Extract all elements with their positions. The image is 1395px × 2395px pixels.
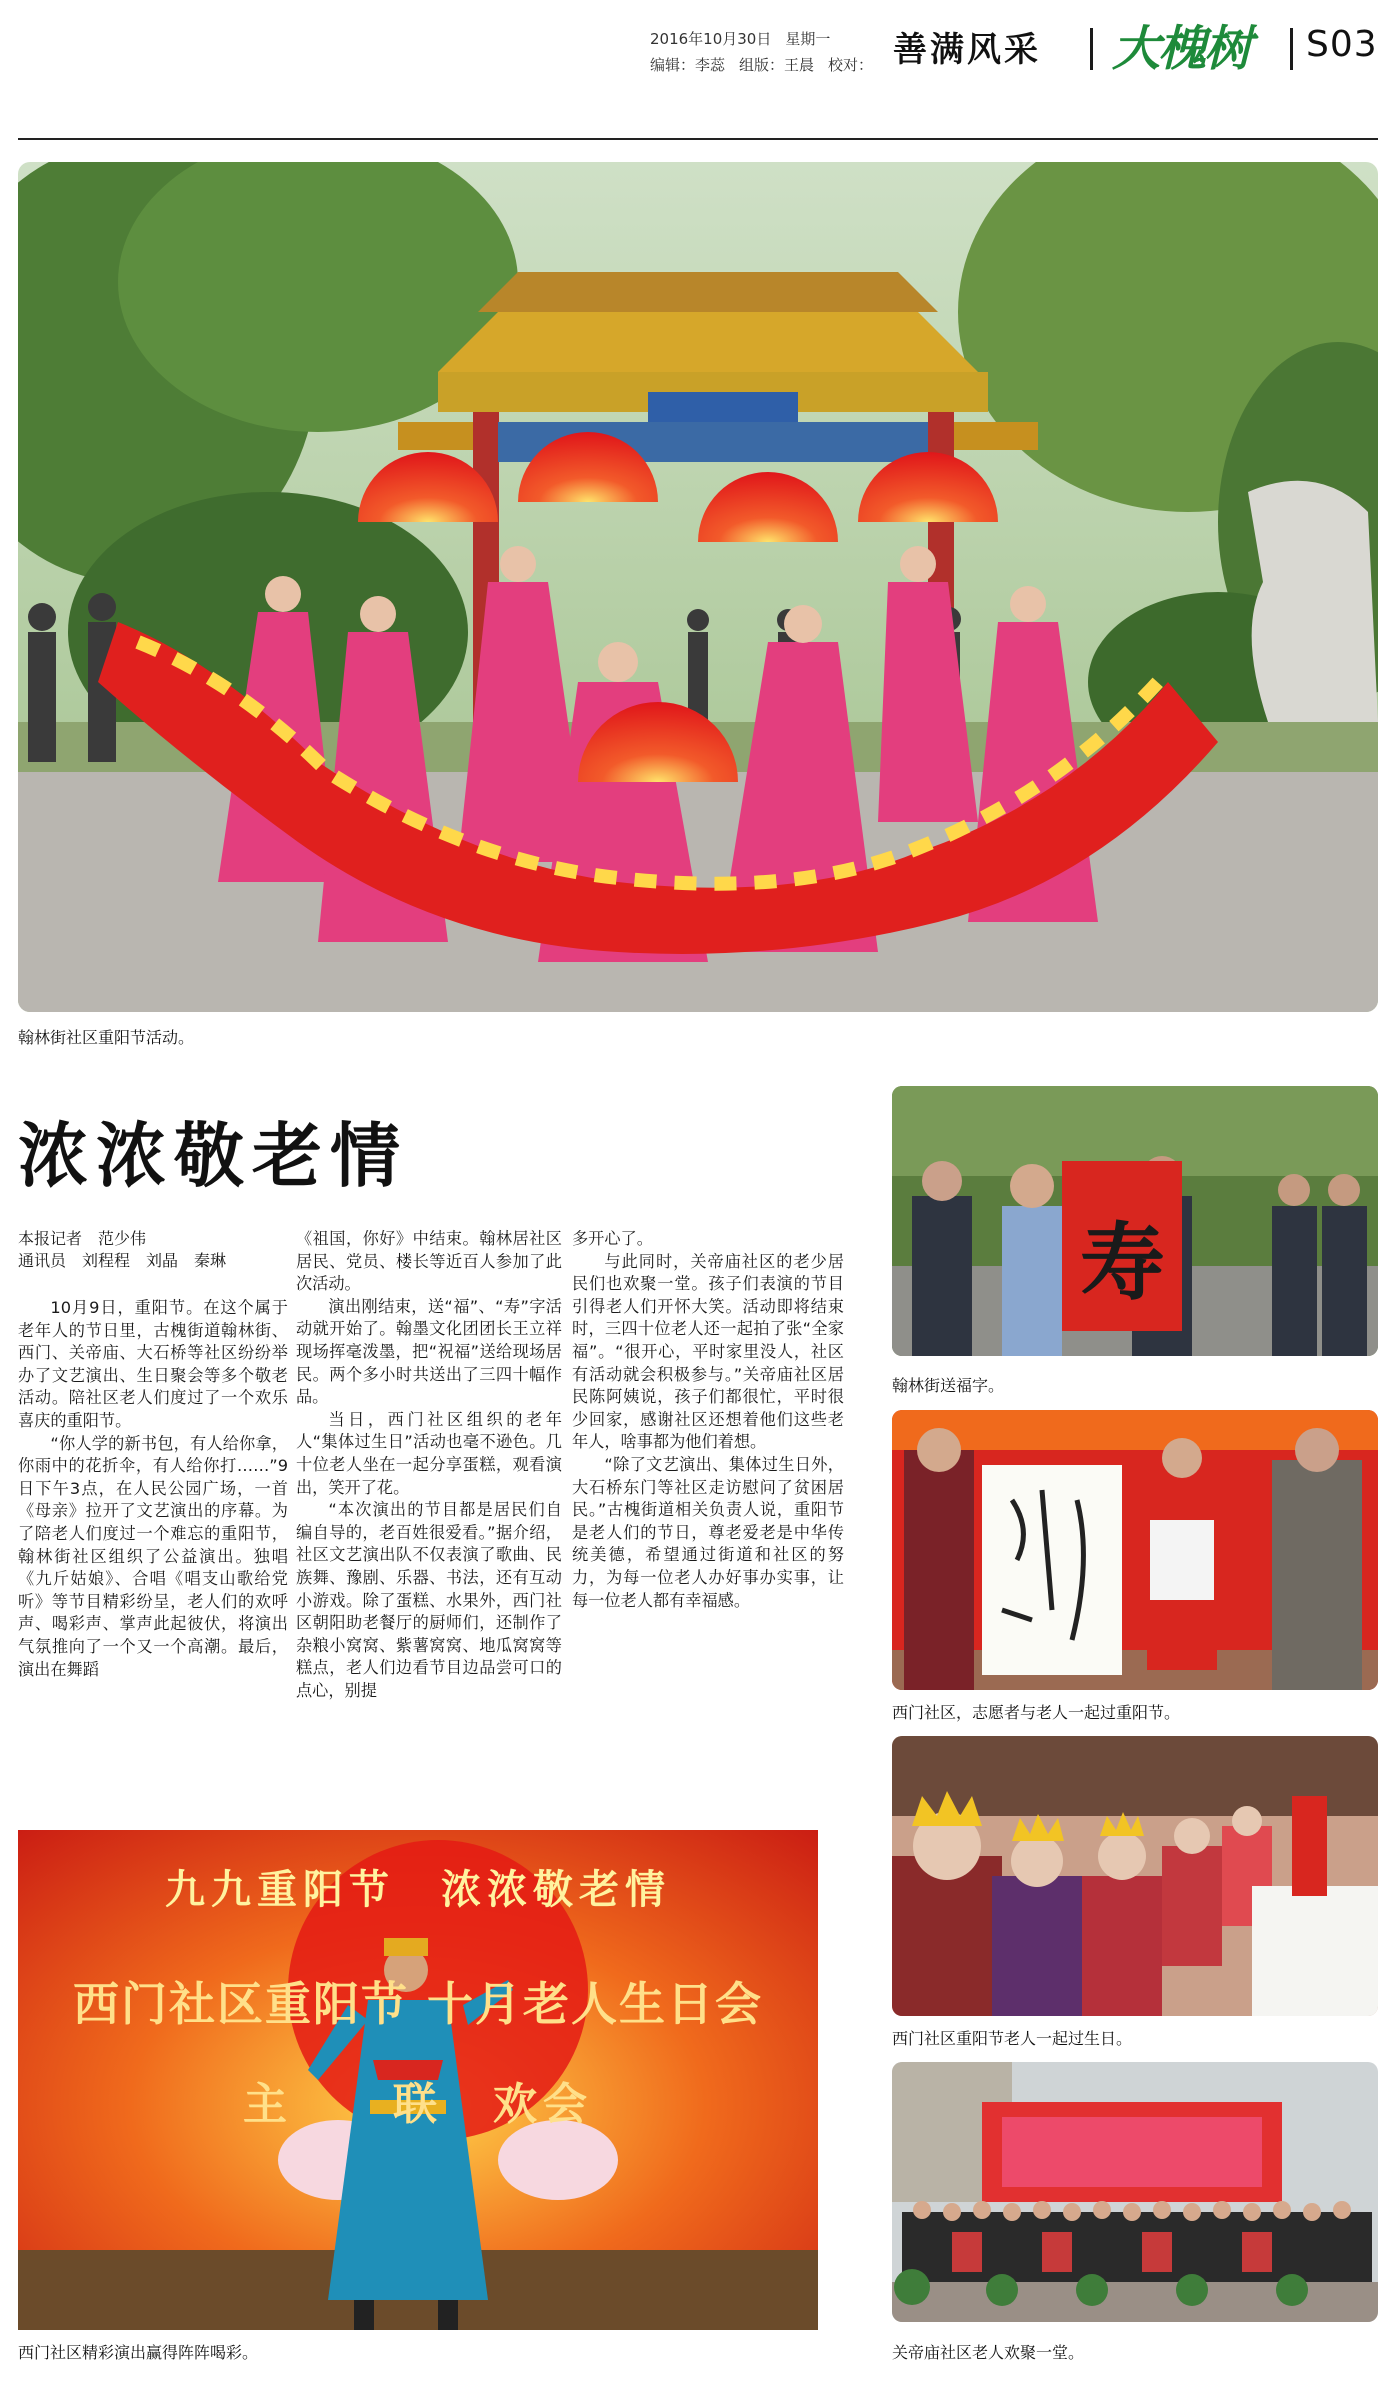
paragraph: 当日，西门社区组织的老年人“集体过生日”活动也毫不逊色。几十位老人坐在一起分享蛋糕，观看演出，笑开了花。 [296,1409,562,1497]
header-layout: 组版：王晨 [739,56,815,74]
stage-banner-line3: 主 联 欢会 [243,2079,593,2130]
main-photo [18,162,1378,1012]
headline: 浓浓敬老情 [18,1114,408,1197]
side-photo-2-caption: 西门社区，志愿者与老人一起过重阳节。 [892,1703,1181,1722]
side-photo-3-caption: 西门社区重阳节老人一起过生日。 [892,2029,1133,2048]
side-photo-2 [892,1410,1378,1690]
stage-photo [18,1830,818,2330]
paragraph: 《祖国，你好》中结束。翰林居社区居民、党员、楼长等近百人参加了此次活动。 [296,1229,562,1294]
paper-logo: 大槐树 [1112,21,1251,77]
header-dateline [650,26,873,52]
paragraph: 10月9日，重阳节。在这个属于老年人的节日里，古槐街道翰林街、西门、关帝庙、大石桥等社区纷纷举办了文艺演出、生日聚会等多个敬老活动。陪社区老人们度过了一个欢乐喜庆的重阳节。 [18,1298,288,1430]
paragraph: 演出刚结束，送“福”、“寿”字活动就开始了。翰墨文化团团长王立祥现场挥毫泼墨，把“祝福”送给现场居民。两个多小时共送出了三四十幅作品。 [296,1296,562,1407]
stage-photo-caption: 西门社区精彩演出赢得阵阵喝彩。 [18,2343,259,2362]
side-photo-1-caption: 翰林街送福字。 [892,1376,1005,1395]
page-number: S03 [1306,24,1378,65]
paragraph: “除了文艺演出、集体过生日外，大石桥东门等社区走访慰问了贫困居民。”古槐街道相关负责人说，重阳节是老人们的节日，尊老爱老是中华传统美德，希望通过街道和社区的努力，为每一位老人办好事办实事，让每一位老人都有幸福感。 [572,1454,844,1610]
header-rule [18,138,1378,140]
stage-banner-line2: 西门社区重阳节 十月老人生日会 [72,1977,763,2031]
header-credits [650,52,873,78]
header-meta [650,26,873,78]
article-column-3 [572,1228,844,1612]
paragraph: 与此同时，关帝庙社区的老少居民们也欢聚一堂。孩子们表演的节目引得老人们开怀大笑。活动即将结束时，三四十位老人还一起拍了张“全家福”。“很开心，平时家里没人，社区有活动就会积极参与。”关帝庙社区居民陈阿姨说，孩子们都很忙，平时很少回家，感谢社区还想着他们这些老年人，啥事都为他们着想。 [572,1251,844,1452]
article-column-2 [296,1228,562,1702]
article-column-1 [18,1297,288,1681]
header-weekday: 星期一 [785,30,831,48]
byline-correspondents: 通讯员 刘程程 刘晶 秦琳 [18,1251,227,1270]
header-proof: 校对： [828,56,874,74]
paragraph: “你人学的新书包，有人给你拿，你雨中的花折伞，有人给你打……”9日下午3点，在人民公园广场，一首《母亲》拉开了文艺演出的序幕。为了陪老人们度过一个难忘的重阳节，翰林街社区组织了公益演出。独唱《九斤姑娘》、合唱《唱支山歌给党听》等节目精彩纷呈，老人们的欢呼声、喝彩声、掌声此起彼伏，将演出气氛推向了一个又一个高潮。最后，演出在舞蹈 [18,1433,288,1679]
byline-reporter: 本报记者 范少伟 [18,1229,147,1248]
header-divider [1090,28,1093,70]
header-editor: 编辑：李蕊 [650,56,726,74]
byline [18,1228,226,1272]
paragraph: 多开心了。 [572,1229,653,1248]
side-photo-1 [892,1086,1378,1356]
paragraph: “本次演出的节目都是居民们自编自导的，老百姓很爱看。”据介绍，社区文艺演出队不仅表演了歌曲、民族舞、豫剧、乐器、书法，还有互动小游戏。除了蛋糕、水果外，西门社区朝阳助老餐厅的厨师们，还制作了杂粮小窝窝、紫薯窝窝、地瓜窝窝等糕点，老人们边看节目边品尝可口的点心，别提 [296,1500,562,1700]
side-photo-3 [892,1736,1378,2016]
header-divider-2 [1290,28,1293,70]
side-photo-4-caption: 关帝庙社区老人欢聚一堂。 [892,2343,1085,2362]
side-photo-4 [892,2062,1378,2322]
section-title: 善满风采 [893,30,1041,70]
stage-banner-line1: 九九重阳节 浓浓敬老情 [165,1866,671,1913]
main-photo-caption: 翰林街社区重阳节活动。 [18,1028,195,1047]
side-photo-1-character: 寿 [1080,1213,1165,1312]
header-date: 2016年10月30日 [650,30,772,48]
